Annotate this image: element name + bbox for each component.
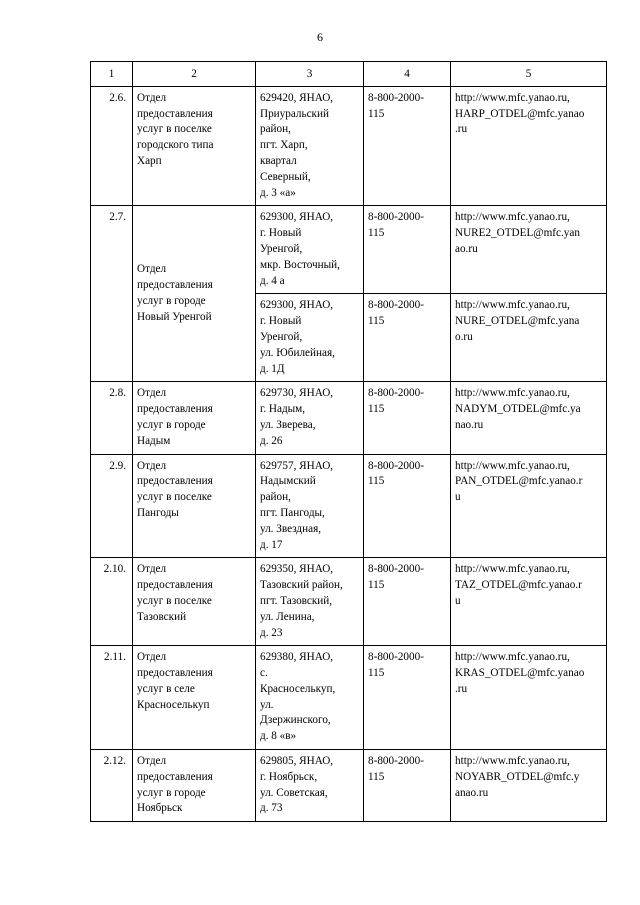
- row-number: 2.7.: [91, 206, 133, 382]
- office-phone: 8-800-2000- 115: [364, 454, 451, 558]
- row-number: 2.9.: [91, 454, 133, 558]
- table-row: [91, 750, 607, 822]
- row-number: 2.8.: [91, 382, 133, 454]
- office-address: 629805, ЯНАО, г. Ноябрьск, ул. Советская, д. 73: [256, 750, 364, 822]
- office-phone: 8-800-2000- 115: [364, 382, 451, 454]
- header-col-3: 3: [256, 62, 364, 87]
- offices-table: [90, 61, 607, 822]
- header-col-2: 2: [133, 62, 256, 87]
- office-address: 629300, ЯНАО, г. Новый Уренгой, ул. Юбилейная, д. 1Д: [256, 294, 364, 382]
- row-number: 2.10.: [91, 558, 133, 646]
- row-number: 2.12.: [91, 750, 133, 822]
- department-name: Отдел предоставления услуг в поселке Тазовский: [133, 558, 256, 646]
- department-name: Отдел предоставления услуг в селе Красноселькуп: [133, 646, 256, 750]
- office-phone: 8-800-2000- 115: [364, 206, 451, 294]
- office-address: 629730, ЯНАО, г. Надым, ул. Зверева, д. 26: [256, 382, 364, 454]
- header-col-1: 1: [91, 62, 133, 87]
- office-address: 629420, ЯНАО, Приуральский район, пгт. Харп, квартал Северный, д. 3 «а»: [256, 86, 364, 206]
- table-row: [91, 558, 607, 646]
- office-phone: 8-800-2000- 115: [364, 294, 451, 382]
- table-header-row: [91, 62, 607, 87]
- office-contacts: http://www.mfc.yanao.ru, PAN_OTDEL@mfc.yanao.r u: [451, 454, 607, 558]
- office-address: 629350, ЯНАО, Тазовский район, пгт. Тазовский, ул. Ленина, д. 23: [256, 558, 364, 646]
- department-name: Отдел предоставления услуг в городе Надым: [133, 382, 256, 454]
- office-contacts: http://www.mfc.yanao.ru, NURE_OTDEL@mfc.yana o.ru: [451, 294, 607, 382]
- row-number: 2.11.: [91, 646, 133, 750]
- office-phone: 8-800-2000- 115: [364, 750, 451, 822]
- office-contacts: http://www.mfc.yanao.ru, HARP_OTDEL@mfc.yanao .ru: [451, 86, 607, 206]
- office-phone: 8-800-2000- 115: [364, 558, 451, 646]
- office-phone: 8-800-2000- 115: [364, 646, 451, 750]
- office-contacts: http://www.mfc.yanao.ru, NURE2_OTDEL@mfc.yan ao.ru: [451, 206, 607, 294]
- header-col-5: 5: [451, 62, 607, 87]
- table-row: [91, 382, 607, 454]
- department-name: Отдел предоставления услуг в городе Ноябрьск: [133, 750, 256, 822]
- department-name: Отдел предоставления услуг в городе Новый Уренгой: [133, 206, 256, 382]
- page-number: 6: [317, 30, 323, 44]
- office-contacts: http://www.mfc.yanao.ru, KRAS_OTDEL@mfc.yanao .ru: [451, 646, 607, 750]
- office-address: 629380, ЯНАО, с. Красноселькуп, ул. Дзержинского, д. 8 «в»: [256, 646, 364, 750]
- table-row: [91, 86, 607, 206]
- table-row: [91, 646, 607, 750]
- header-col-4: 4: [364, 62, 451, 87]
- table-row: [91, 454, 607, 558]
- office-phone: 8-800-2000- 115: [364, 86, 451, 206]
- office-address: 629300, ЯНАО, г. Новый Уренгой, мкр. Восточный, д. 4 а: [256, 206, 364, 294]
- office-address: 629757, ЯНАО, Надымский район, пгт. Пангоды, ул. Звездная, д. 17: [256, 454, 364, 558]
- office-contacts: http://www.mfc.yanao.ru, TAZ_OTDEL@mfc.yanao.r u: [451, 558, 607, 646]
- department-name: Отдел предоставления услуг в поселке Пангоды: [133, 454, 256, 558]
- row-number: 2.6.: [91, 86, 133, 206]
- table-row: [91, 206, 607, 294]
- department-name: Отдел предоставления услуг в поселке городского типа Харп: [133, 86, 256, 206]
- office-contacts: http://www.mfc.yanao.ru, NADYM_OTDEL@mfc.ya nao.ru: [451, 382, 607, 454]
- office-contacts: http://www.mfc.yanao.ru, NOYABR_OTDEL@mfc.y anao.ru: [451, 750, 607, 822]
